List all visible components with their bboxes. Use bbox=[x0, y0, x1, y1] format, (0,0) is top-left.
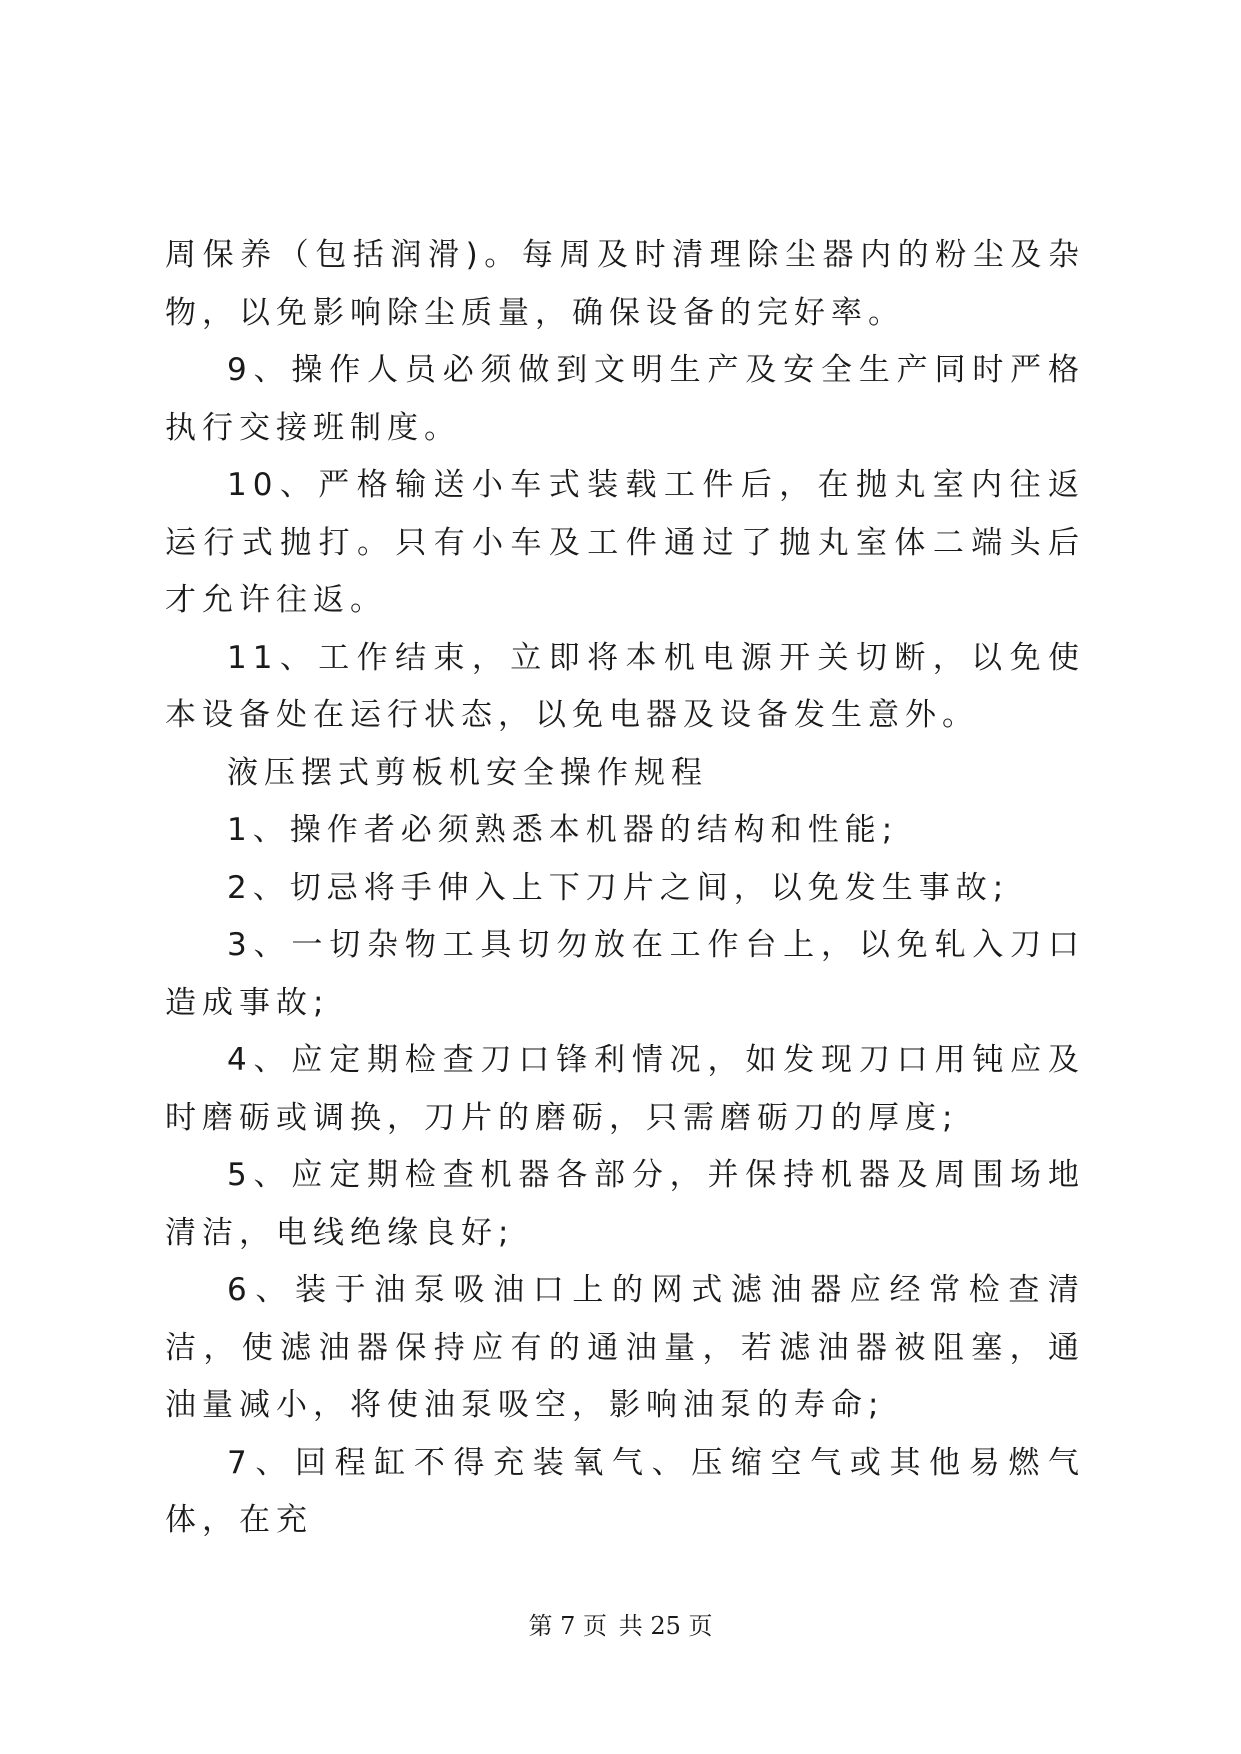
paragraph-continuation: 周保养（包括润滑)。每周及时清理除尘器内的粉尘及杂物，以免影响除尘质量，确保设备的完好率。 bbox=[165, 237, 1085, 331]
page-total: 共 25 页 bbox=[618, 1612, 713, 1640]
paragraph-item-4: 4、应定期检查刀口锋利情况，如发现刀口用钝应及时磨砺或调换，刀片的磨砺，只需磨砺刀的厚度; bbox=[165, 1042, 1085, 1136]
paragraph-item-10: 10、严格输送小车式装载工件后，在抛丸室内往返运行式抛打。只有小车及工件通过了抛丸室体二端头后才允许往返。 bbox=[165, 467, 1085, 618]
paragraph-item-1: 1、操作者必须熟悉本机器的结构和性能; bbox=[227, 812, 899, 848]
paragraph-item-2: 2、切忌将手伸入上下刀片之间，以免发生事故; bbox=[227, 869, 1010, 906]
page-footer bbox=[0, 1606, 1241, 1641]
section-heading: 液压摆式剪板机安全操作规程 bbox=[227, 754, 708, 791]
page-number: 第 7 页 bbox=[528, 1612, 608, 1640]
paragraph-item-7: 7、回程缸不得充装氧气、压缩空气或其他易燃气体，在充 bbox=[165, 1444, 1085, 1538]
paragraph-item-11: 11、工作结束，立即将本机电源开关切断，以免使本设备处在运行状态，以免电器及设备发生意外。 bbox=[165, 639, 1085, 733]
paragraph-item-9: 9、操作人员必须做到文明生产及安全生产同时严格执行交接班制度。 bbox=[165, 352, 1085, 446]
paragraph-item-5: 5、应定期检查机器各部分，并保持机器及周围场地清洁，电线绝缘良好; bbox=[165, 1157, 1085, 1251]
paragraph-item-6: 6、装于油泵吸油口上的网式滤油器应经常检查清洁，使滤油器保持应有的通油量，若滤油器被阻塞，通油量减小，将使油泵吸空，影响油泵的寿命; bbox=[165, 1272, 1085, 1423]
document-body bbox=[165, 227, 1085, 1550]
paragraph-item-3: 3、一切杂物工具切勿放在工作台上，以免轧入刀口造成事故; bbox=[165, 927, 1085, 1021]
